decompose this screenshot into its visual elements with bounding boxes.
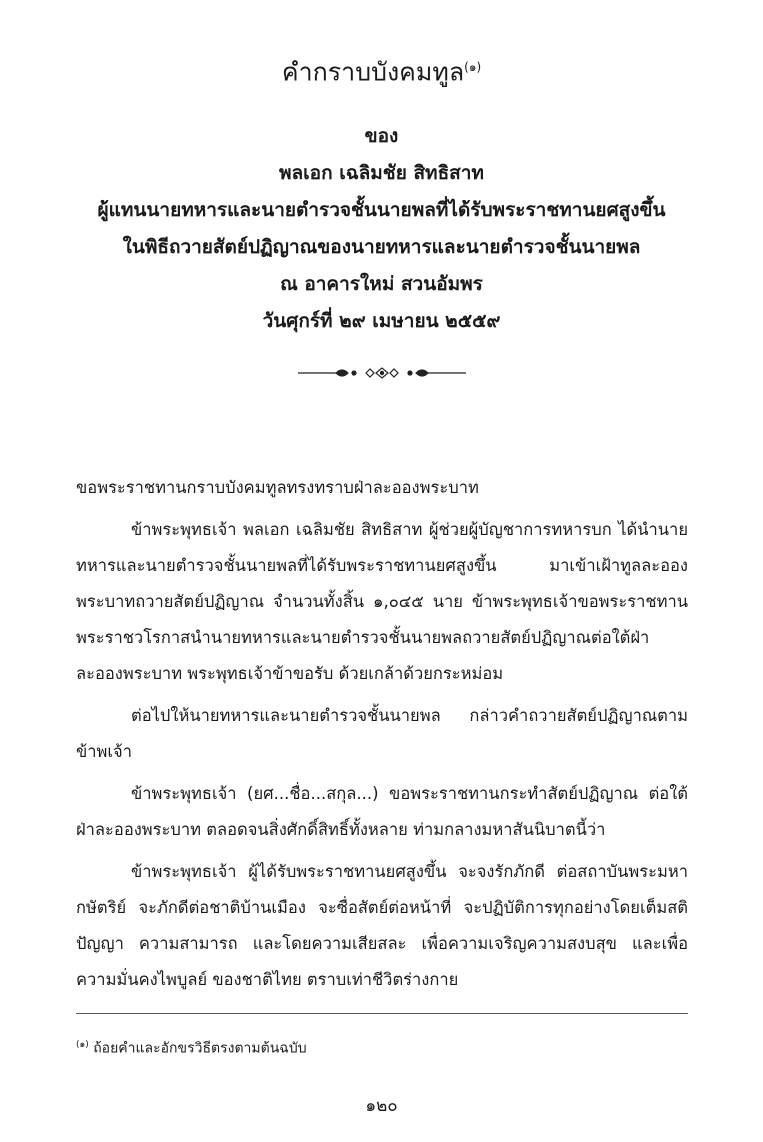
- heading-line-speaker: พลเอก เฉลิมชัย สิทธิสาท: [279, 162, 484, 184]
- heading-line-ceremony: ในพิธีถวายสัตย์ปฏิญาณของนายทหารและนายตำรวจชั้นนายพล: [122, 236, 641, 258]
- opening-salutation: ขอพระราชทานกราบบังคมทูลทรงทราบฝ่าละอองพระบาท: [76, 478, 479, 497]
- heading-line-venue: ณ อาคารใหม่ สวนอัมพร: [280, 273, 483, 295]
- footnote-marker: (๑): [76, 1040, 89, 1050]
- paragraph-instruction: ต่อไปให้นายทหารและนายตำรวจชั้นนายพล กล่าวคำถวายสัตย์ปฏิญาณตามข้าพเจ้า: [76, 706, 688, 761]
- title-footnote-marker[interactable]: (๑): [464, 60, 482, 74]
- footnote-text: ถ้อยคำและอักขรวิธีตรงตามต้นฉบับ: [93, 1040, 307, 1057]
- heading-line-of: ของ: [364, 125, 399, 147]
- paragraph-oath-opening: ข้าพระพุทธเจ้า (ยศ...ชื่อ...สกุล...) ขอพระราชทานกระทำสัตย์ปฏิญาณ ต่อใต้ฝ่าละอองพระบาท ตลอดจนสิ่งศักดิ์สิทธิ์ทั้งหลาย ท่ามกลางมหาสันนิบาตนี้ว่า: [76, 784, 688, 839]
- paragraph-introduction: ข้าพระพุทธเจ้า พลเอก เฉลิมชัย สิทธิสาท ผู้ช่วยผู้บัญชาการทหารบก ได้นำนายทหารและนายตำรวจชั้นนายพลที่ได้รับพระราชทานยศสูงขึ้น มาเข้าเฝ้าทูลละอองพระบาทถวายสัตย์ปฏิญาณ จำนวนทั้งสิ้น ๑,๐๔๕ นาย ข้าพระพุทธเจ้าขอพระราชทานพระราชวโรกาสนำนายทหารและนายตำรวจชั้นนายพลถวายสัตย์ปฏิญาณต่อใต้ฝ่าละอองพระบาท พระพุทธเจ้าข้าขอรับ ด้วยเกล้าด้วยกระหม่อม: [76, 520, 688, 683]
- body-text: [76, 470, 688, 1004]
- heading-line-date: วันศุกร์ที่ ๒๙ เมษายน ๒๕๕๙: [262, 310, 501, 332]
- decorative-divider-icon: [296, 363, 468, 383]
- heading-block: [40, 118, 723, 340]
- page-title: [60, 44, 703, 95]
- footnote: [76, 1037, 307, 1060]
- footnote-divider: [76, 1013, 688, 1014]
- paragraph-oath-body: ข้าพระพุทธเจ้า ผู้ได้รับพระราชทานยศสูงขึ้น จะจงรักภักดี ต่อสถาบันพระมหากษัตริย์ จะภักดีต่อชาติบ้านเมือง จะซื่อสัตย์ต่อหน้าที่ จะปฏิบัติการทุกอย่างโดยเต็มสติปัญญา ความสามารถ และโดยความเสียสละ เพื่อความเจริญความสงบสุข และเพื่อความมั่นคงไพบูลย์ ของชาติไทย ตราบเท่าชีวิตร่างกาย: [76, 862, 688, 989]
- page-title-text: คำกราบบังคมทูล: [281, 57, 465, 87]
- title-block: [60, 44, 703, 95]
- heading-line-role: ผู้แทนนายทหารและนายตำรวจชั้นนายพลที่ได้รับพระราชทานยศสูงขึ้น: [97, 199, 666, 221]
- page-number: ๑๒๐: [365, 1096, 398, 1116]
